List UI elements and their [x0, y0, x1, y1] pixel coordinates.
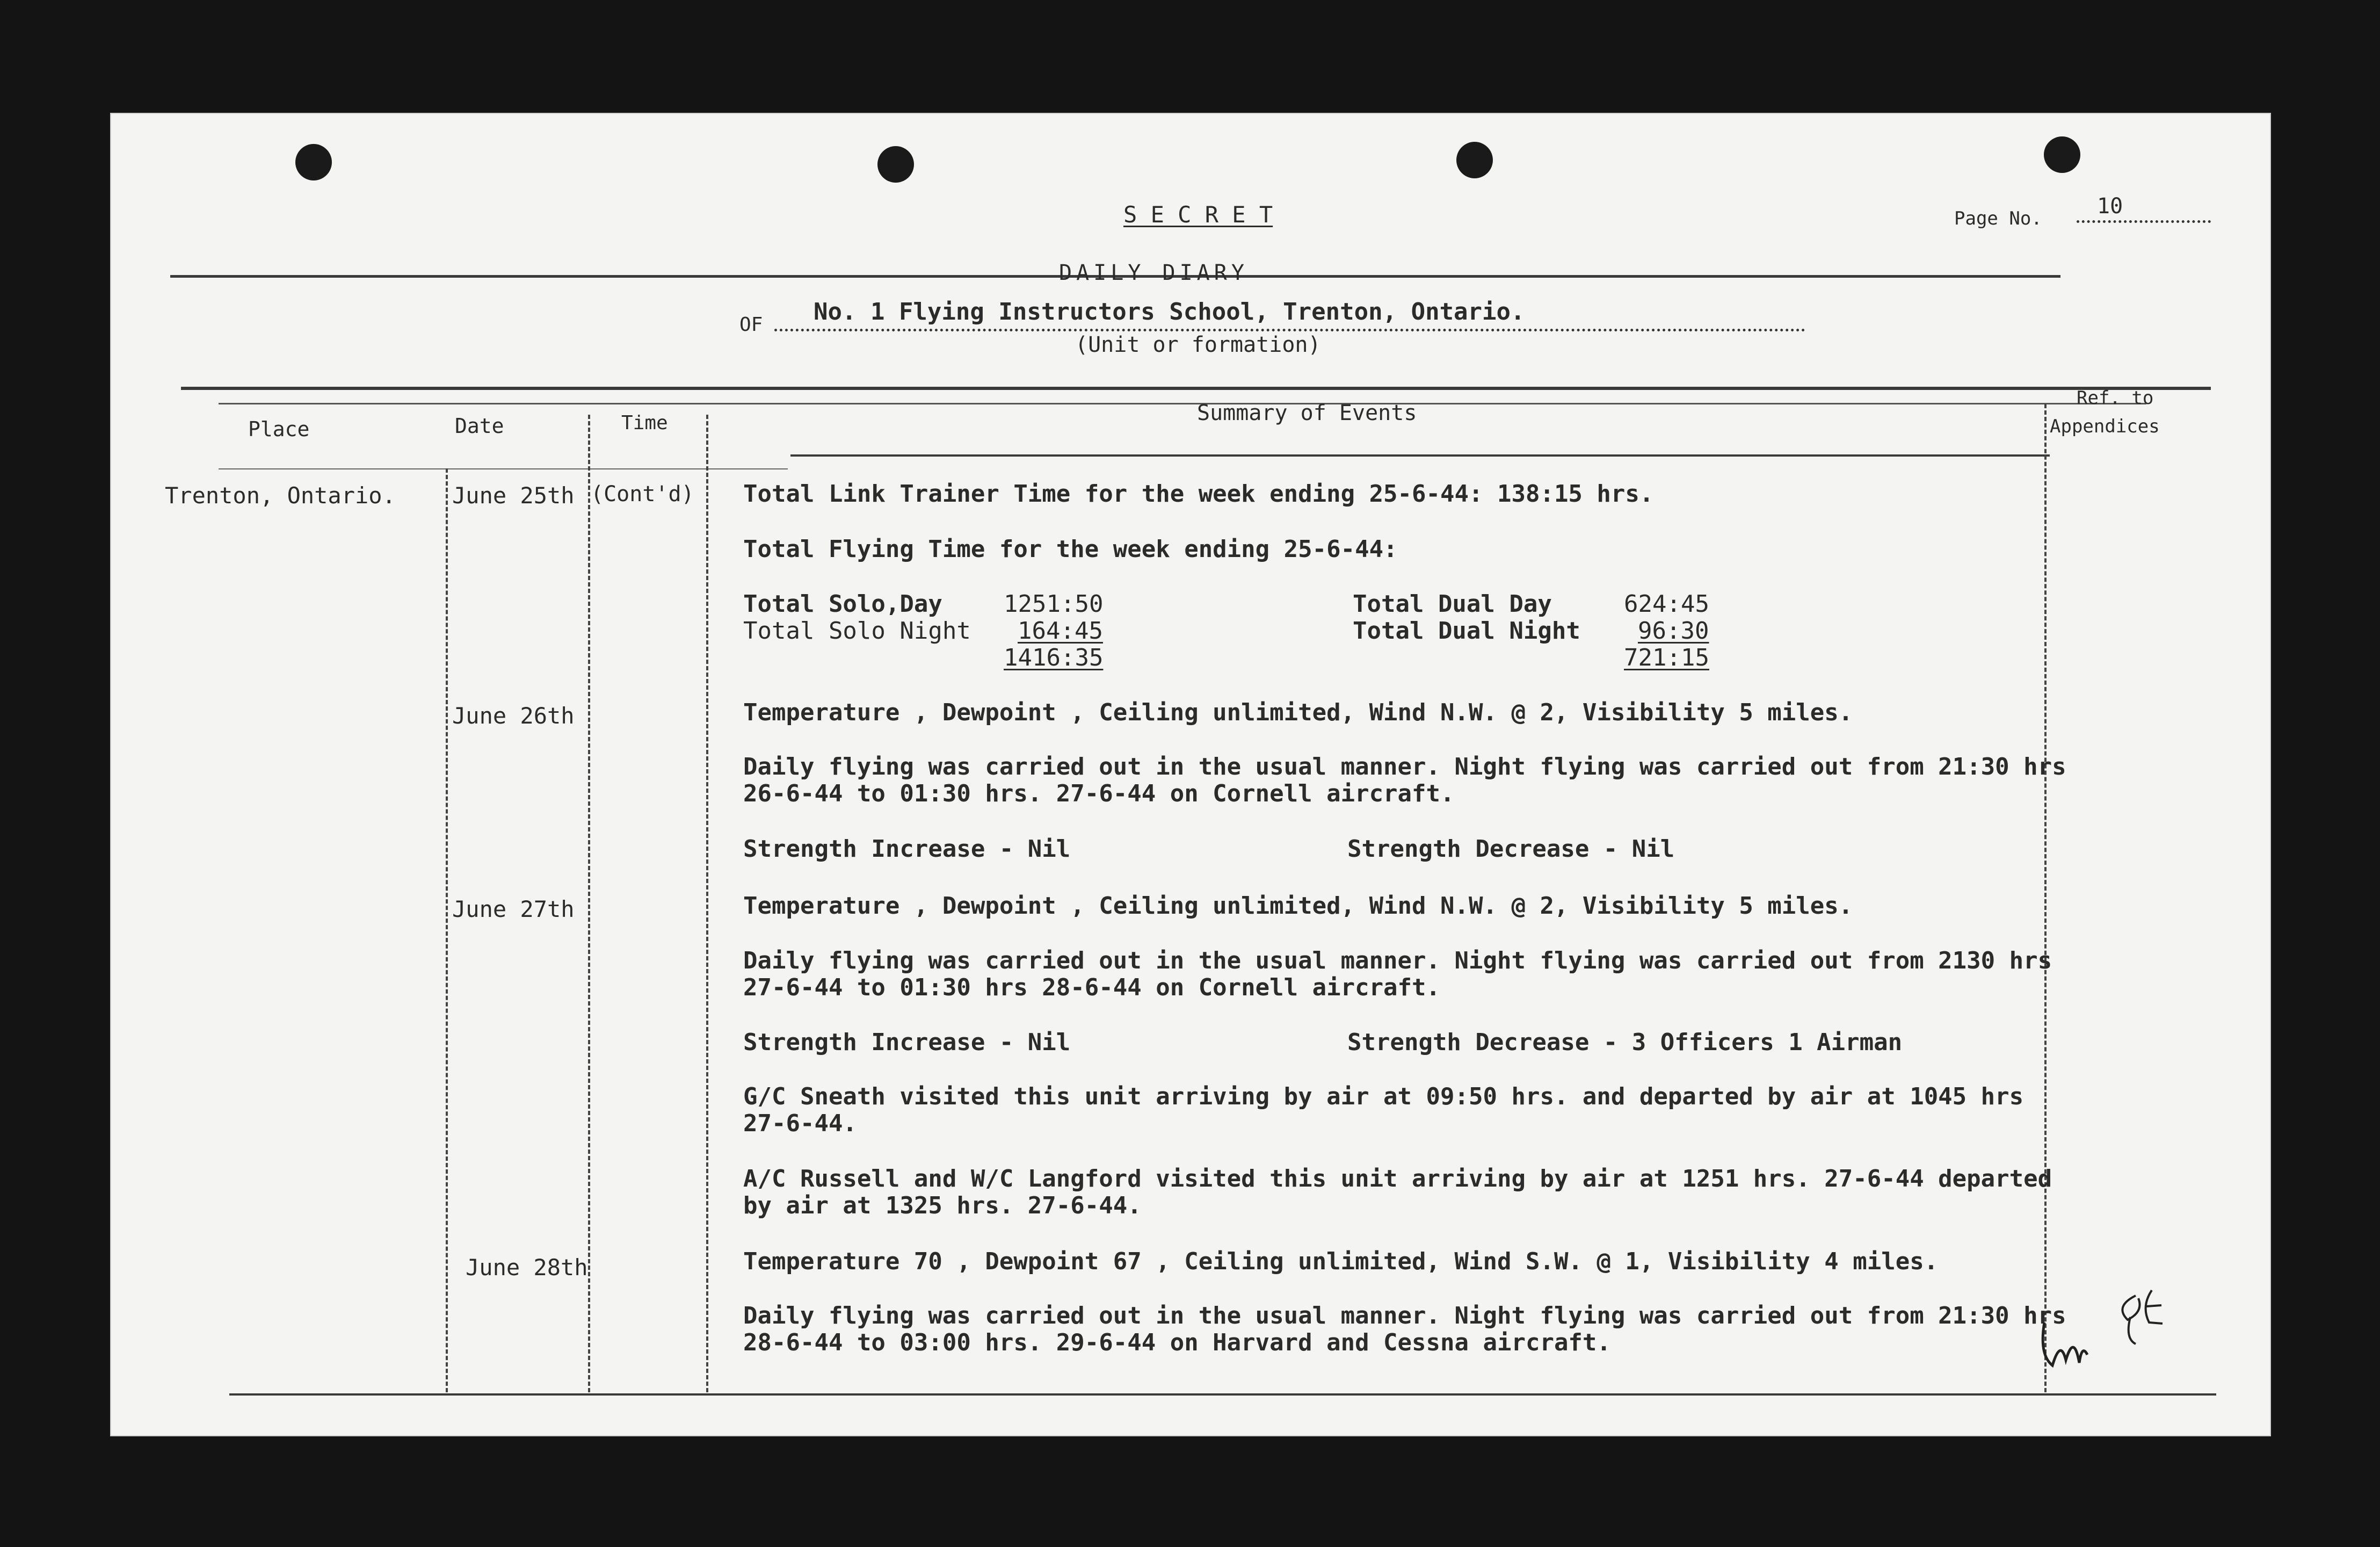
diary-title: DAILY DIARY: [1059, 261, 1249, 285]
column-header-time: Time: [621, 412, 668, 434]
june-26-strength-decrease: Strength Decrease - Nil: [1347, 835, 1675, 863]
unit-caption: (Unit or formation): [1075, 332, 1321, 357]
june-27-visit1-line2: 27-6-44.: [743, 1110, 857, 1137]
column-divider-date: [446, 468, 448, 1392]
punch-hole: [877, 146, 914, 183]
date-june-25: June 25th: [452, 482, 575, 509]
handwritten-initials: [2028, 1274, 2200, 1382]
column-header-date: Date: [455, 414, 504, 438]
flying-time-heading: Total Flying Time for the week ending 25-6-44:: [743, 536, 1398, 563]
dual-day-label: Total Dual Day: [1353, 590, 1552, 618]
solo-total: 1416:35: [1004, 644, 1104, 671]
june-27-flying-line1: Daily flying was carried out in the usual manner. Night flying was carried out from 2130 hrs: [743, 947, 2052, 974]
column-divider-time: [588, 415, 590, 1392]
diary-page: [110, 113, 2271, 1436]
time-contd: (Cont'd): [591, 482, 694, 507]
column-header-ref-line1: Ref. to: [2077, 387, 2154, 409]
unit-leader: [774, 329, 1805, 331]
column-header-rule-left: [219, 468, 788, 469]
june-26-flying-line2: 26-6-44 to 01:30 hrs. 27-6-44 on Cornell aircraft.: [743, 780, 1455, 807]
dual-night-value: 96:30: [1638, 617, 1709, 645]
solo-day-value: 1251:50: [1004, 590, 1104, 618]
june-27-flying-line2: 27-6-44 to 01:30 hrs 28-6-44 on Cornell aircraft.: [743, 974, 1441, 1001]
of-label: OF: [739, 314, 763, 336]
punch-hole: [295, 144, 332, 180]
page-number-leader: [2077, 220, 2211, 223]
punch-hole: [2044, 136, 2080, 173]
june-28-flying-line2: 28-6-44 to 03:00 hrs. 29-6-44 on Harvard and Cessna aircraft.: [743, 1329, 1611, 1356]
june-27-strength-increase: Strength Increase - Nil: [743, 1029, 1071, 1056]
column-header-summary: Summary of Events: [1197, 401, 1417, 425]
place-value: Trenton, Ontario.: [165, 482, 396, 509]
table-top-rule: [181, 387, 2211, 390]
june-27-strength-decrease: Strength Decrease - 3 Officers 1 Airman: [1347, 1029, 1903, 1056]
classification-label: S E C R E T: [1123, 201, 1273, 228]
link-trainer-total: Total Link Trainer Time for the week ending 25-6-44: 138:15 hrs.: [743, 480, 1654, 508]
solo-night-value: 164:45: [1018, 617, 1103, 645]
date-june-28: June 28th: [466, 1254, 588, 1281]
june-27-visit2-line2: by air at 1325 hrs. 27-6-44.: [743, 1192, 1142, 1219]
dual-total: 721:15: [1624, 644, 1709, 671]
column-header-place: Place: [248, 417, 310, 441]
table-top-rule-inner: [219, 403, 2146, 404]
june-27-visit2-line1: A/C Russell and W/C Langford visited this unit arriving by air at 1251 hrs. 27-6-44 departed: [743, 1165, 2052, 1192]
june-26-strength-increase: Strength Increase - Nil: [743, 835, 1071, 863]
page-number-label: Page No.: [1954, 208, 2042, 229]
page-number-value: 10: [2097, 194, 2123, 219]
column-header-ref-line2: Appendices: [2050, 416, 2160, 437]
june-26-weather: Temperature , Dewpoint , Ceiling unlimited, Wind N.W. @ 2, Visibility 5 miles.: [743, 699, 1853, 726]
table-bottom-rule: [229, 1393, 2216, 1396]
column-header-rule-summary: [790, 454, 2050, 457]
column-divider-summary: [706, 415, 708, 1392]
dual-night-label: Total Dual Night: [1353, 617, 1580, 645]
date-june-26: June 26th: [452, 703, 575, 729]
june-28-flying-line1: Daily flying was carried out in the usual manner. Night flying was carried out from 21:30 hrs: [743, 1302, 2066, 1329]
june-28-weather: Temperature 70 , Dewpoint 67 , Ceiling unlimited, Wind S.W. @ 1, Visibility 4 miles.: [743, 1248, 1939, 1275]
dual-day-value: 624:45: [1624, 590, 1709, 618]
solo-day-label: Total Solo,Day: [743, 590, 942, 618]
date-june-27: June 27th: [452, 896, 575, 922]
solo-night-label: Total Solo Night: [743, 617, 971, 645]
june-26-flying-line1: Daily flying was carried out in the usual manner. Night flying was carried out from 21:30 hrs: [743, 753, 2066, 780]
punch-hole: [1456, 142, 1493, 178]
june-27-weather: Temperature , Dewpoint , Ceiling unlimited, Wind N.W. @ 2, Visibility 5 miles.: [743, 892, 1853, 920]
unit-name: No. 1 Flying Instructors School, Trenton, Ontario.: [814, 298, 1525, 326]
column-divider-ref: [2044, 404, 2047, 1392]
june-27-visit1-line1: G/C Sneath visited this unit arriving by air at 09:50 hrs. and departed by air at 1045 hrs: [743, 1083, 2024, 1110]
